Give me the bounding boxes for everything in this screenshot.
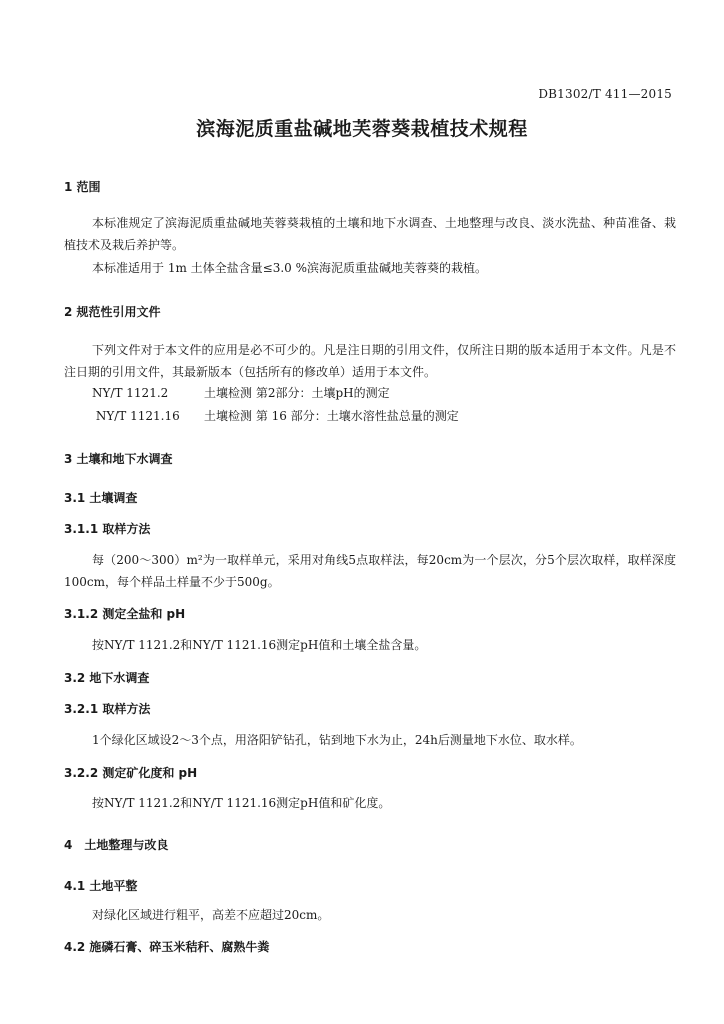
section-3-2-2-heading: 3.2.2 测定矿化度和 pH <box>64 766 198 780</box>
section-1-paragraph-1: 本标准规定了滨海泥质重盐碱地芙蓉葵栽植的土壤和地下水调查、土地整理与改良、淡水洗盐、种苗准备、栽植技术及栽后养护等。 <box>64 216 676 252</box>
section-1-paragraph-2: 本标准适用于 1m 土体全盐含量≤3.0 %滨海泥质重盐碱地芙蓉葵的栽植。 <box>92 261 488 275</box>
section-3-1-2-paragraph: 按NY/T 1121.2和NY/T 1121.16测定pH值和土壤全盐含量。 <box>92 638 427 652</box>
document-title: 滨海泥质重盐碱地芙蓉葵栽植技术规程 <box>196 118 528 140</box>
section-4-1-heading: 4.1 土地平整 <box>64 879 138 893</box>
reference-code: NY/T 1121.2 <box>92 386 169 400</box>
section-3-1-1-paragraph: 每（200～300）m²为一取样单元，采用对角线5点取样法，每20cm为一个层次，分5个层次取样，取样深度100cm，每个样品土样量不少于500g。 <box>64 553 676 589</box>
section-3-2-1-heading: 3.2.1 取样方法 <box>64 702 151 716</box>
reference-title: 土壤检测 第2部分：土壤pH的测定 <box>204 386 390 400</box>
section-4-1-paragraph: 对绿化区域进行粗平，高差不应超过20cm。 <box>92 908 330 922</box>
section-3-1-heading: 3.1 土壤调查 <box>64 491 138 505</box>
section-2-paragraph-1: 下列文件对于本文件的应用是必不可少的。凡是注日期的引用文件，仅所注日期的版本适用于本文件。凡是不注日期的引用文件，其最新版本（包括所有的修改单）适用于本文件。 <box>64 343 676 379</box>
section-3-2-1-paragraph: 1个绿化区域设2～3个点，用洛阳铲钻孔，钻到地下水为止，24h后测量地下水位、取水样。 <box>92 733 582 747</box>
section-2-heading: 2 规范性引用文件 <box>64 305 161 319</box>
section-3-2-heading: 3.2 地下水调查 <box>64 671 150 685</box>
section-4-heading: 4 土地整理与改良 <box>64 838 169 852</box>
reference-item <box>92 407 459 424</box>
reference-item <box>92 384 390 401</box>
reference-title: 土壤检测 第 16 部分：土壤水溶性盐总量的测定 <box>204 409 459 423</box>
section-3-1-1-heading: 3.1.1 取样方法 <box>64 522 151 536</box>
reference-code: NY/T 1121.16 <box>92 409 180 423</box>
section-3-heading: 3 土壤和地下水调查 <box>64 452 173 466</box>
document-code: DB1302/T 411—2015 <box>538 87 672 101</box>
section-3-1-2-heading: 3.1.2 测定全盐和 pH <box>64 607 186 621</box>
section-4-2-heading: 4.2 施磷石膏、碎玉米秸秆、腐熟牛粪 <box>64 940 270 954</box>
section-1-heading: 1 范围 <box>64 180 101 194</box>
section-3-2-2-paragraph: 按NY/T 1121.2和NY/T 1121.16测定pH值和矿化度。 <box>92 796 391 810</box>
